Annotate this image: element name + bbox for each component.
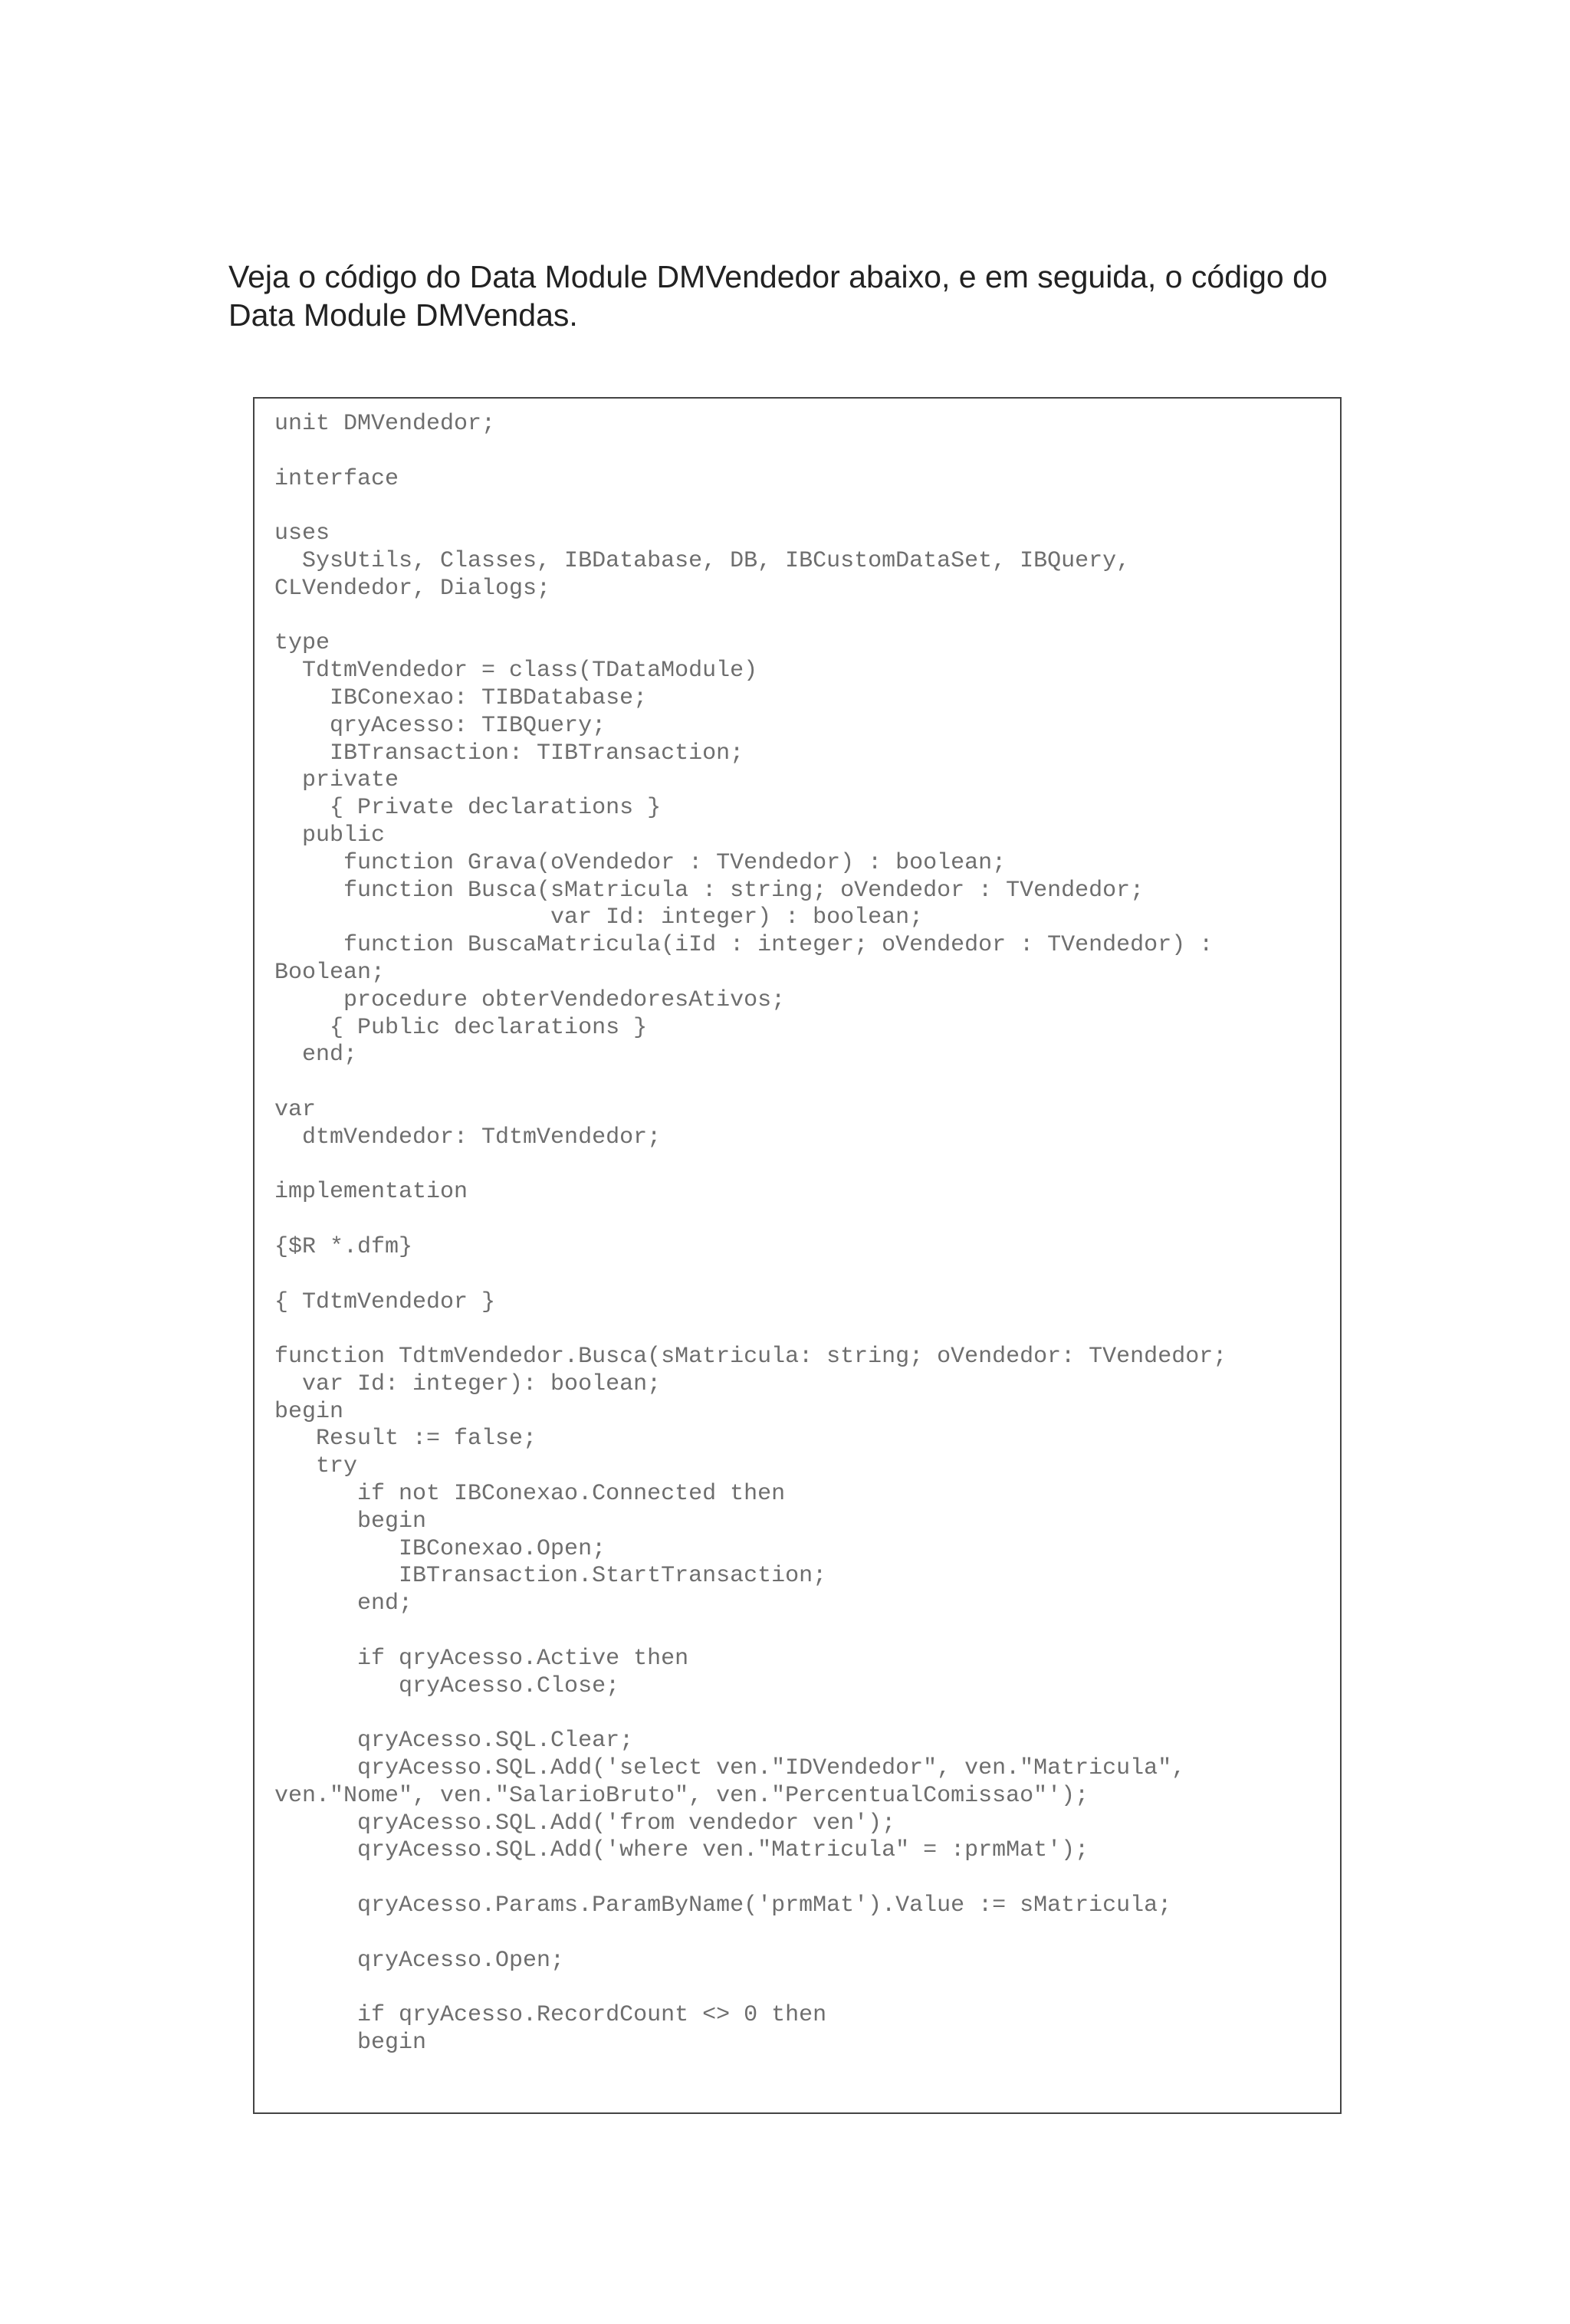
code-listing-box xyxy=(253,397,1342,2114)
code-listing: unit DMVendedor; interface uses SysUtils, Classes, IBDatabase, DB, IBCustomDataSet, IBQuery, CLVendedor, Dialogs; type TdtmVendedor = class(TDataModule) IBConexao: TIBDatabase; qryAcesso: TIBQuery; IBTransaction: TIBTransaction; private { Private declarations } public function Grava(oVendedor : TVendedor) : boolean; function Busca(sMatricula : string; oVendedor : TVendedor; var Id: integer) : boolean; function BuscaMatricula(iId : integer; oVendedor : TVendedor) : Boolean; procedure obterVendedoresAtivos; { Public declarations } end; var dtmVendedor: TdtmVendedor; implementation {$R *.dfm} { TdtmVendedor } function TdtmVendedor.Busca(sMatricula: string; oVendedor: TVendedor; var Id: integer): boolean; begin Result := false; try if not IBConexao.Connected then begin IBConexao.Open; IBTransaction.StartTransaction; end; if qryAcesso.Active then qryAcesso.Close; qryAcesso.SQL.Clear; qryAcesso.SQL.Add('select ven."IDVendedor", ven."Matricula", ven."Nome", ven."SalarioBruto", ven."PercentualComissao"'); qryAcesso.SQL.Add('from vendedor ven'); qryAcesso.SQL.Add('where ven."Matricula" = :prmMat'); qryAcesso.Params.ParamByName('prmMat').Value := sMatricula; qryAcesso.Open; if qryAcesso.RecordCount <> 0 then begin xyxy=(274,411,1227,2056)
intro-paragraph: Veja o código do Data Module DMVendedor abaixo, e em seguida, o código do Data Module DMVendas. xyxy=(228,259,1328,333)
